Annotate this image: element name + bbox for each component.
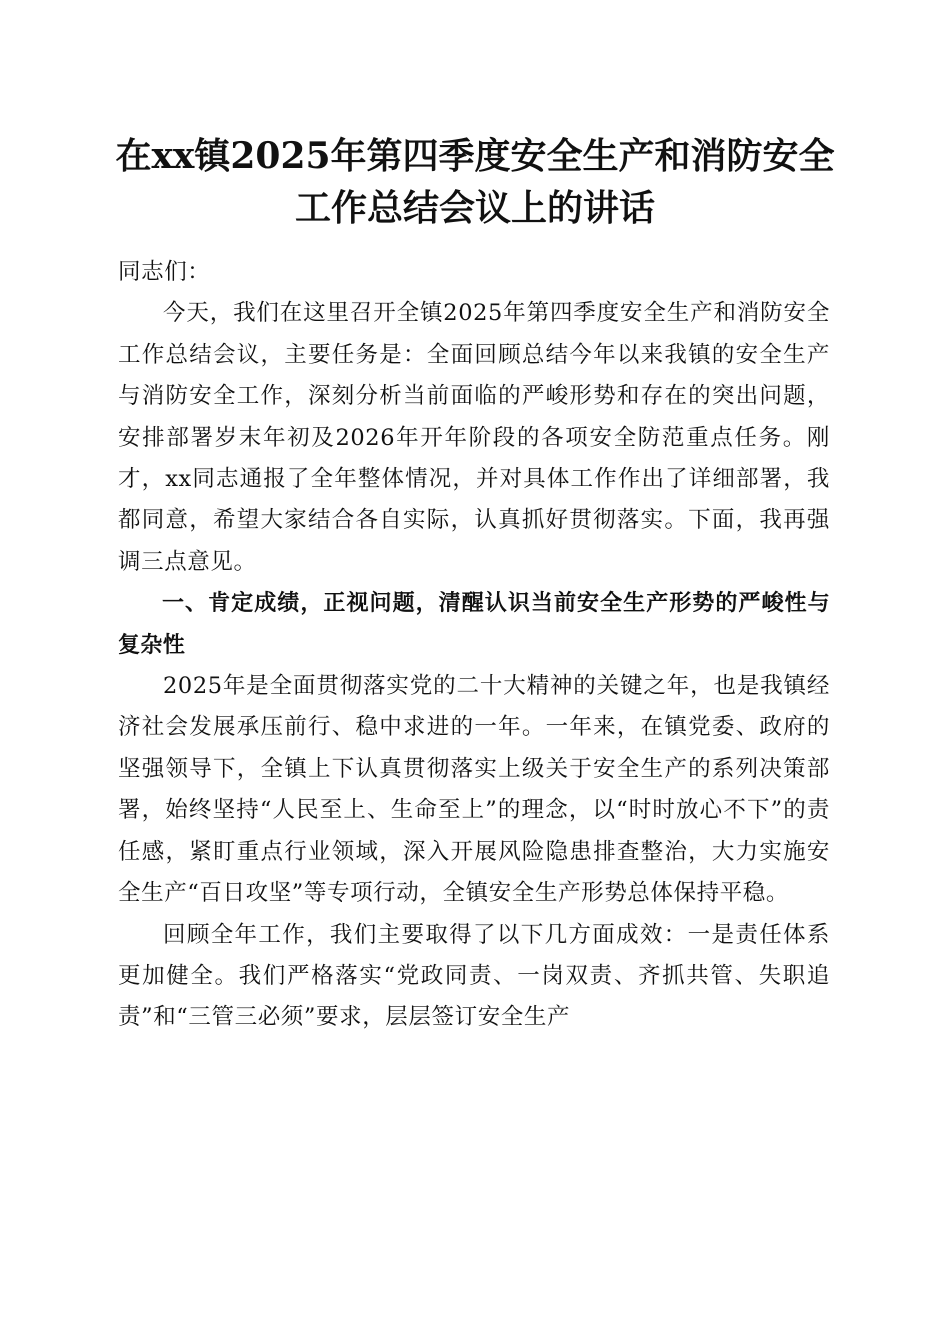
- salutation: 同志们：: [118, 259, 211, 285]
- document-body: [118, 252, 830, 1039]
- section-heading-1: 一、肯定成绩，正视问题，清醒认识当前安全生产形势的严峻性与复杂性: [118, 591, 830, 658]
- section1-paragraph-1: 2025年是全面贯彻落实党的二十大精神的关键之年，也是我镇经济社会发展承压前行、稳中求进的一年。一年来，在镇党委、政府的坚强领导下，全镇上下认真贯彻落实上级关于安全生产的系列决策部署，始终坚持“人民至上、生命至上”的理念，以“时时放心不下”的责任感，紧盯重点行业领域，深入开展风险隐患排查整治，大力实施安全生产“百日攻坚”等专项行动，全镇安全生产形势总体保持平稳。: [118, 673, 830, 907]
- document-title: [100, 130, 850, 234]
- intro-paragraph: 今天，我们在这里召开全镇2025年第四季度安全生产和消防安全工作总结会议，主要任务是：全面回顾总结今年以来我镇的安全生产与消防安全工作，深刻分析当前面临的严峻形势和存在的突出问题，安排部署岁末年初及2026年开年阶段的各项安全防范重点任务。刚才，xx同志通报了全年整体情况，并对具体工作作出了详细部署，我都同意，希望大家结合各自实际，认真抓好贯彻落实。下面，我再强调三点意见。: [118, 300, 830, 575]
- title-line-1: 在xx镇2025年第四季度安全生产和消防安全: [115, 135, 835, 177]
- title-line-2: 工作总结会议上的讲话: [294, 187, 655, 229]
- section1-paragraph-2: 回顾全年工作，我们主要取得了以下几方面成效：一是责任体系更加健全。我们严格落实“党政同责、一岗双责、齐抓共管、失职追责”和“三管三必须”要求，层层签订安全生产: [118, 921, 830, 1031]
